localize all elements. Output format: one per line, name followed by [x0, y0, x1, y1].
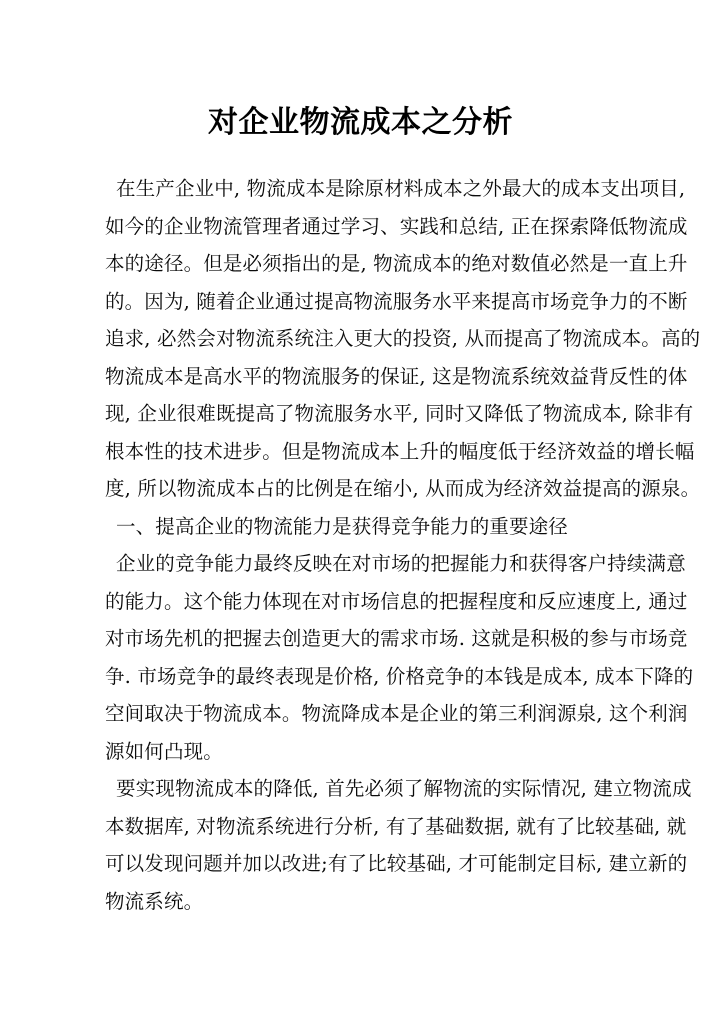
- body-text-line: 对市场先机的把握去创造更大的需求市场. 这就是积极的参与市场竞: [105, 627, 688, 650]
- section-heading: 一、提高企业的物流能力是获得竞争能力的重要途径: [116, 514, 568, 538]
- body-text-line: 要实现物流成本的降低, 首先必须了解物流的实际情况, 建立物流成: [116, 777, 692, 800]
- document-body: [105, 170, 701, 920]
- body-text-line: 源如何凸现。: [105, 739, 223, 763]
- body-text-line: 根本性的技术进步。但是物流成本上升的幅度低于经济效益的增长幅: [105, 439, 695, 463]
- page-title: 对企业物流成本之分析: [208, 105, 513, 141]
- body-text-line: 空间取决于物流成本。物流降成本是企业的第三利润源泉, 这个利润: [105, 702, 688, 725]
- body-text-line: 可以发现问题并加以改进;有了比较基础, 才可能制定目标, 建立新的: [105, 852, 688, 875]
- body-text-line: 物流成本是高水平的物流服务的保证, 这是物流系统效益背反性的体: [105, 364, 688, 388]
- body-text-line: 本数据库, 对物流系统进行分析, 有了基础数据, 就有了比较基础, 就: [105, 814, 687, 838]
- body-text-line: 本的途径。但是必须指出的是, 物流成本的绝对数值必然是一直上升: [105, 252, 688, 275]
- body-text-line: 追求, 必然会对物流系统注入更大的投资, 从而提高了物流成本。高的: [105, 327, 701, 350]
- body-text-line: 企业的竞争能力最终反映在对市场的把握能力和获得客户持续满意: [116, 552, 686, 575]
- body-text-line: 争. 市场竞争的最终表现是价格, 价格竞争的本钱是成本, 成本下降的: [105, 664, 694, 688]
- body-text-line: 度, 所以物流成本占的比例是在缩小, 从而成为经济效益提高的源泉。: [105, 477, 701, 500]
- body-text-line: 的。因为, 随着企业通过提高物流服务水平来提高市场竞争力的不断: [105, 289, 688, 313]
- body-text-line: 现, 企业很难既提高了物流服务水平, 同时又降低了物流成本, 除非有: [105, 402, 694, 425]
- body-text-line: 的能力。这个能力体现在对市场信息的把握程度和反应速度上, 通过: [105, 589, 688, 613]
- body-text-line: 在生产企业中, 物流成本是除原材料成本之外最大的成本支出项目,: [116, 177, 686, 200]
- body-text-line: 物流系统。: [105, 889, 204, 913]
- body-text-line: 如今的企业物流管理者通过学习、实践和总结, 正在探索降低物流成: [105, 214, 688, 238]
